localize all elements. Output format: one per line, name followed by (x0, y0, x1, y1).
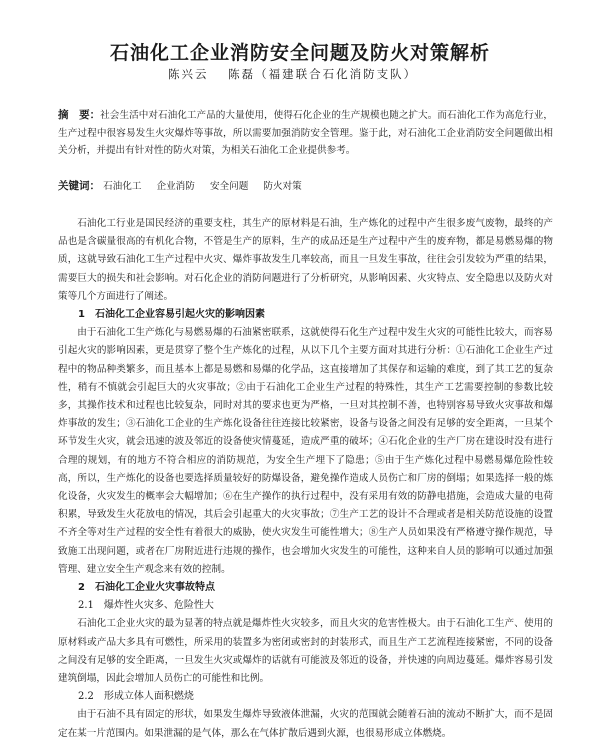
section-2-2-paragraph: 由于石油不具有固定的形状，如果发生爆炸导致液体泄漏，火灾的范围就会随着石油的流动不断扩大，而不是固定在某一片范围内。如果泄漏的是气体，那么在气体扩散后遇到火源，也很易形成立体燃烧。 (58, 709, 553, 739)
author-1: 陈兴云 (168, 67, 209, 81)
paper-title: 石油化工企业消防安全问题及防火对策解析 (109, 42, 490, 64)
article-body (58, 215, 553, 743)
abstract-label: 摘 要： (58, 109, 101, 121)
keywords (58, 178, 553, 193)
keyword-item: 石油化工 (103, 181, 142, 192)
intro-paragraph: 石油化工行业是国民经济的重要支柱，其生产的原材料是石油，生产炼化的过程中产生很多废气废物，最终的产品也是含碳量很高的有机化合物，不管是生产的原料，生产的成品还是生产过程中产生的废弃物，都是易燃易爆的物质，这就导致石油化工生产过程中火灾、爆炸事故发生几率较高，而且一旦发生事故，往往会引发较为严重的结果，需要巨大的损失和社会影响。对石化企业的消防问题进行了分析研究，从影响因素、火灾特点、安全隐患以及防火对策等几个方面进行了阐述。 (58, 218, 553, 302)
keyword-item: 安全问题 (209, 181, 249, 192)
author-2: 陈磊（福建联合石化消防支队） (228, 67, 418, 81)
section-2-1-paragraph: 石油化工企业火灾的最为显著的特点就是爆炸性火灾较多，而且火灾的危害性极大。由于石油化工生产、使用的原材料或产品大多具有可燃性，所采用的装置多为密闭或密封的封装形式，而且生产工艺流程连接紧密，不同的设备之间没有足够的安全距离，一旦发生火灾或爆炸的话就有可能波及邻近的设备，并快速的向周边蔓延。爆炸容易引发建筑倒塌，因此会增加人员伤亡的可能性和比例。 (58, 618, 553, 685)
section-1-paragraph: 由于石油化工生产炼化与易燃易爆的石油紧密联系，这就使得石化生产过程中发生火灾的可能性比较大，而容易引起火灾的影响因素，更是贯穿了整个生产炼化的过程，从以下几个主要方面对其进行分析：①石油化工企业生产过程中的物品种类繁多，而且基本上都是易燃和易爆的化学品，这直接增加了其保存和运输的难度，到了其工艺的复杂性，稍有不慎就会引起巨大的火灾事故；②由于石油化工企业生产过程的特殊性，其生产工艺需要控制的参数比较多，其操作技术和过程也比较复杂，同时对其的要求也更为严格，一旦对其控制不善，也特别容易导致火灾事故和爆炸事故的发生；③石油化工企业的生产炼化设备往往连接比较紧密，设备与设备之间没有足够的安全距离，一旦某个环节发生火灾，就会迅速的波及邻近的设备使灾情蔓延，造成严重的破坏；④石化企业的生产厂房在建设时没有进行合理的规划，有的地方不符合相应的消防规范，为安全生产埋下了隐患；⑤由于生产炼化过程中易燃易爆危险性较高，所以，生产炼化的设备也要选择质量较好的防爆设备，避免操作造成人员伤亡和厂房的倒塌；如果选择一般的炼化设备，火灾发生的概率会大幅增加；⑥在生产操作的执行过程中，没有采用有效的防静电措施，会造成大量的电荷积累，导致发生火花放电的情况，其后会引起重大的火灾事故；⑦生产工艺的设计不合理或者是相关防范设施的设置不齐全等对生产过程的安全性有着很大的威胁，使火灾发生可能性增大；⑧生产人员如果没有严格遵守操作规范，导致施工出现问题，或者在厂房附近进行违规的操作，也会增加火灾发生的可能性，这种来自人员的影响可以通过加强管理、建立安全生产观念来有效的控制。 (58, 327, 553, 575)
section-2-1-heading: 2.1 爆炸性火灾多、危险性大 (78, 600, 214, 612)
section-2-heading: 2 石油化工企业火灾事故特点 (78, 582, 215, 594)
abstract (58, 107, 553, 160)
section-2-2-heading: 2.2 形成立体人面积燃烧 (78, 691, 194, 703)
keyword-item: 企业消防 (156, 181, 195, 192)
keywords-label: 关键词： (58, 180, 100, 192)
keyword-item: 防火对策 (263, 181, 302, 192)
author-line (168, 66, 431, 82)
section-1-heading: 1 石油化工企业容易引起火灾的影响因素 (78, 309, 265, 321)
abstract-text: 社会生活中对石油化工产品的大量使用，使得石化企业的生产规模也随之扩大。而石油化工作为高危行业，生产过程中很容易发生火灾爆炸等事故，所以需要加强消防安全管理。鉴于此，对石油化工企业消防安全问题做出相关分析，并提出有针对性的防火对策，为相关石油化工企业提供参考。 (58, 110, 554, 156)
